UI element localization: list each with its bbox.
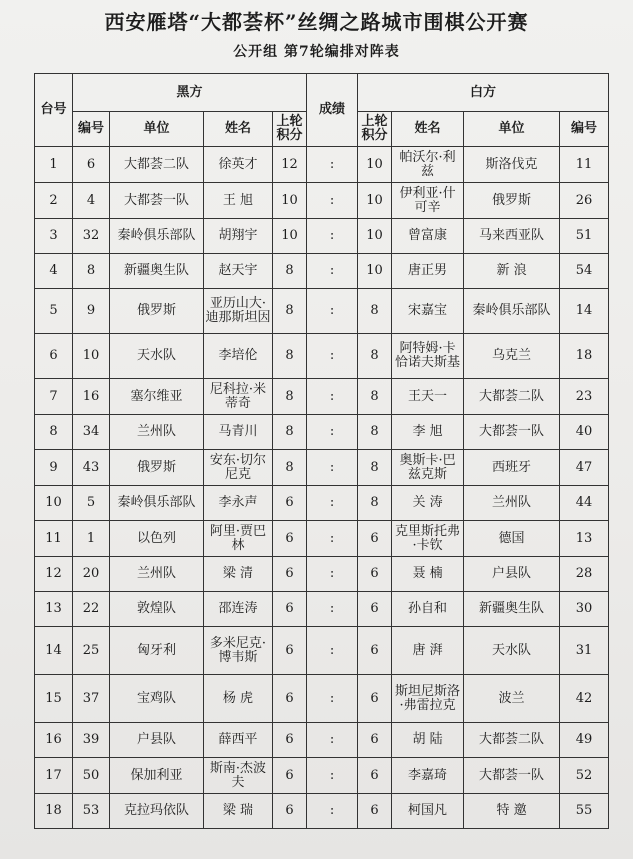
cell-black-score: 8	[273, 254, 307, 289]
cell-white-team: 户县队	[464, 557, 560, 592]
cell-black-name: 尼科拉·米蒂奇	[204, 379, 273, 415]
cell-white-team: 马来西亚队	[464, 219, 560, 254]
cell-black-team: 新疆奥生队	[110, 254, 204, 289]
cell-white-name: 奥斯卡·巴兹克斯	[392, 450, 464, 486]
cell-black-score: 8	[273, 415, 307, 450]
cell-white-number: 23	[560, 379, 609, 415]
table-row	[35, 183, 609, 219]
cell-black-number: 9	[73, 289, 110, 334]
cell-white-score: 10	[358, 183, 392, 219]
cell-white-score: 6	[358, 557, 392, 592]
cell-black-team: 俄罗斯	[110, 289, 204, 334]
cell-table-no: 17	[35, 758, 73, 794]
document-title: 西安雁塔“大都荟杯”丝绸之路城市围棋公开赛	[104, 10, 529, 34]
cell-black-team: 俄罗斯	[110, 450, 204, 486]
cell-white-score: 10	[358, 254, 392, 289]
cell-result: :	[307, 723, 358, 758]
cell-white-team: 波兰	[464, 675, 560, 723]
cell-black-team: 宝鸡队	[110, 675, 204, 723]
document-subtitle: 公开组 第7轮编排对阵表	[233, 44, 400, 60]
cell-black-score: 8	[273, 450, 307, 486]
table-row	[35, 254, 609, 289]
header-result: 成绩	[307, 74, 358, 147]
cell-white-team: 斯洛伐克	[464, 147, 560, 183]
header-black-number: 编号	[73, 112, 110, 147]
cell-black-score: 6	[273, 486, 307, 521]
cell-black-score: 8	[273, 334, 307, 379]
cell-black-number: 10	[73, 334, 110, 379]
cell-white-team: 乌克兰	[464, 334, 560, 379]
header-black-team: 单位	[110, 112, 204, 147]
cell-black-name: 李培伦	[204, 334, 273, 379]
cell-table-no: 10	[35, 486, 73, 521]
cell-white-score: 8	[358, 289, 392, 334]
cell-black-team: 秦岭俱乐部队	[110, 219, 204, 254]
cell-white-number: 55	[560, 794, 609, 829]
cell-result: :	[307, 758, 358, 794]
cell-black-team: 敦煌队	[110, 592, 204, 627]
cell-black-number: 16	[73, 379, 110, 415]
cell-black-name: 赵天宇	[204, 254, 273, 289]
cell-result: :	[307, 557, 358, 592]
pairing-table	[34, 73, 609, 829]
cell-white-team: 大都荟一队	[464, 415, 560, 450]
cell-black-score: 10	[273, 183, 307, 219]
table-row	[35, 794, 609, 829]
cell-white-name: 唐 湃	[392, 627, 464, 675]
cell-table-no: 2	[35, 183, 73, 219]
cell-white-number: 40	[560, 415, 609, 450]
cell-white-score: 8	[358, 334, 392, 379]
cell-white-name: 伊利亚·什可辛	[392, 183, 464, 219]
cell-black-name: 胡翔宇	[204, 219, 273, 254]
cell-result: :	[307, 183, 358, 219]
pairing-rows	[35, 147, 609, 829]
cell-black-score: 6	[273, 521, 307, 557]
cell-black-number: 50	[73, 758, 110, 794]
cell-table-no: 12	[35, 557, 73, 592]
cell-black-score: 6	[273, 592, 307, 627]
cell-white-team: 西班牙	[464, 450, 560, 486]
header-row-top	[35, 74, 609, 112]
cell-result: :	[307, 794, 358, 829]
cell-black-team: 大都荟一队	[110, 183, 204, 219]
header-black-name: 姓名	[204, 112, 273, 147]
table-row	[35, 219, 609, 254]
cell-black-name: 马青川	[204, 415, 273, 450]
cell-table-no: 7	[35, 379, 73, 415]
cell-result: :	[307, 415, 358, 450]
cell-white-name: 柯国凡	[392, 794, 464, 829]
table-row	[35, 723, 609, 758]
cell-result: :	[307, 334, 358, 379]
cell-white-team: 新疆奥生队	[464, 592, 560, 627]
table-row	[35, 557, 609, 592]
cell-white-score: 6	[358, 675, 392, 723]
cell-white-score: 6	[358, 592, 392, 627]
cell-white-score: 10	[358, 219, 392, 254]
cell-black-score: 6	[273, 675, 307, 723]
table-row	[35, 627, 609, 675]
header-table-no: 台号	[35, 74, 73, 147]
cell-black-name: 王 旭	[204, 183, 273, 219]
cell-white-team: 特 邀	[464, 794, 560, 829]
table-row	[35, 758, 609, 794]
cell-black-name: 徐英才	[204, 147, 273, 183]
cell-white-score: 10	[358, 147, 392, 183]
cell-black-number: 43	[73, 450, 110, 486]
cell-black-name: 梁 瑞	[204, 794, 273, 829]
cell-result: :	[307, 379, 358, 415]
cell-white-team: 大都荟一队	[464, 758, 560, 794]
cell-white-name: 孙自和	[392, 592, 464, 627]
cell-white-name: 阿特姆·卡恰诺夫斯基	[392, 334, 464, 379]
cell-table-no: 15	[35, 675, 73, 723]
cell-white-number: 14	[560, 289, 609, 334]
cell-white-number: 18	[560, 334, 609, 379]
cell-table-no: 14	[35, 627, 73, 675]
cell-white-name: 李 旭	[392, 415, 464, 450]
cell-black-number: 25	[73, 627, 110, 675]
cell-white-team: 秦岭俱乐部队	[464, 289, 560, 334]
table-row	[35, 486, 609, 521]
cell-table-no: 16	[35, 723, 73, 758]
cell-black-name: 李永声	[204, 486, 273, 521]
cell-black-number: 53	[73, 794, 110, 829]
table-row	[35, 289, 609, 334]
cell-white-score: 6	[358, 758, 392, 794]
table-row	[35, 334, 609, 379]
cell-black-name: 斯南·杰波夫	[204, 758, 273, 794]
cell-table-no: 5	[35, 289, 73, 334]
cell-white-name: 聂 楠	[392, 557, 464, 592]
cell-white-name: 克里斯托弗·卡钦	[392, 521, 464, 557]
cell-white-team: 大都荟二队	[464, 379, 560, 415]
cell-black-number: 8	[73, 254, 110, 289]
cell-white-score: 6	[358, 521, 392, 557]
cell-white-name: 宋嘉宝	[392, 289, 464, 334]
cell-black-team: 天水队	[110, 334, 204, 379]
cell-white-score: 8	[358, 486, 392, 521]
cell-white-score: 8	[358, 415, 392, 450]
cell-black-number: 20	[73, 557, 110, 592]
cell-black-name: 邵连涛	[204, 592, 273, 627]
cell-black-score: 10	[273, 219, 307, 254]
cell-white-name: 关 涛	[392, 486, 464, 521]
cell-white-team: 新 浪	[464, 254, 560, 289]
table-row	[35, 415, 609, 450]
cell-white-team: 兰州队	[464, 486, 560, 521]
cell-white-team: 德国	[464, 521, 560, 557]
cell-black-number: 1	[73, 521, 110, 557]
header-black-score: 上轮积分	[273, 112, 307, 147]
cell-black-number: 37	[73, 675, 110, 723]
cell-black-name: 杨 虎	[204, 675, 273, 723]
cell-white-team: 俄罗斯	[464, 183, 560, 219]
cell-result: :	[307, 627, 358, 675]
table-row	[35, 592, 609, 627]
cell-black-score: 6	[273, 794, 307, 829]
cell-black-name: 安东·切尔尼克	[204, 450, 273, 486]
cell-white-number: 30	[560, 592, 609, 627]
cell-result: :	[307, 675, 358, 723]
table-row	[35, 521, 609, 557]
cell-black-team: 秦岭俱乐部队	[110, 486, 204, 521]
cell-white-number: 44	[560, 486, 609, 521]
header-white-name: 姓名	[392, 112, 464, 147]
cell-white-name: 王天一	[392, 379, 464, 415]
cell-result: :	[307, 450, 358, 486]
cell-table-no: 3	[35, 219, 73, 254]
cell-black-team: 塞尔维亚	[110, 379, 204, 415]
header-black: 黑方	[73, 74, 307, 112]
cell-table-no: 9	[35, 450, 73, 486]
cell-table-no: 11	[35, 521, 73, 557]
cell-black-name: 阿里·贾巴林	[204, 521, 273, 557]
cell-white-team: 天水队	[464, 627, 560, 675]
cell-white-number: 42	[560, 675, 609, 723]
cell-black-number: 39	[73, 723, 110, 758]
cell-white-number: 52	[560, 758, 609, 794]
cell-black-score: 6	[273, 758, 307, 794]
cell-white-name: 李嘉琦	[392, 758, 464, 794]
cell-white-name: 唐正男	[392, 254, 464, 289]
cell-black-number: 22	[73, 592, 110, 627]
cell-white-team: 大都荟二队	[464, 723, 560, 758]
cell-black-score: 6	[273, 723, 307, 758]
header-white-number: 编号	[560, 112, 609, 147]
cell-white-score: 8	[358, 379, 392, 415]
table-row	[35, 450, 609, 486]
cell-table-no: 18	[35, 794, 73, 829]
cell-black-team: 兰州队	[110, 415, 204, 450]
cell-white-number: 11	[560, 147, 609, 183]
cell-black-team: 兰州队	[110, 557, 204, 592]
header-white-score: 上轮积分	[358, 112, 392, 147]
cell-white-number: 49	[560, 723, 609, 758]
cell-black-number: 6	[73, 147, 110, 183]
cell-white-score: 6	[358, 627, 392, 675]
cell-black-team: 以色列	[110, 521, 204, 557]
cell-black-name: 梁 清	[204, 557, 273, 592]
cell-result: :	[307, 254, 358, 289]
cell-black-team: 大都荟二队	[110, 147, 204, 183]
cell-white-number: 51	[560, 219, 609, 254]
cell-result: :	[307, 592, 358, 627]
cell-white-number: 47	[560, 450, 609, 486]
cell-black-team: 克拉玛依队	[110, 794, 204, 829]
cell-result: :	[307, 219, 358, 254]
cell-white-score: 8	[358, 450, 392, 486]
cell-black-team: 保加利亚	[110, 758, 204, 794]
cell-white-number: 28	[560, 557, 609, 592]
cell-black-score: 12	[273, 147, 307, 183]
cell-white-score: 6	[358, 794, 392, 829]
cell-black-number: 4	[73, 183, 110, 219]
cell-black-name: 亚历山大·迪那斯坦因	[204, 289, 273, 334]
table-row	[35, 147, 609, 183]
cell-white-number: 26	[560, 183, 609, 219]
cell-black-name: 薛西平	[204, 723, 273, 758]
cell-white-number: 54	[560, 254, 609, 289]
cell-white-number: 31	[560, 627, 609, 675]
cell-black-number: 32	[73, 219, 110, 254]
cell-result: :	[307, 486, 358, 521]
header-white: 白方	[358, 74, 609, 112]
cell-white-score: 6	[358, 723, 392, 758]
cell-white-name: 斯坦尼斯洛·弗雷拉克	[392, 675, 464, 723]
table-row	[35, 379, 609, 415]
cell-black-score: 6	[273, 557, 307, 592]
cell-white-name: 胡 陆	[392, 723, 464, 758]
cell-table-no: 8	[35, 415, 73, 450]
cell-black-team: 匈牙利	[110, 627, 204, 675]
table-row	[35, 675, 609, 723]
cell-result: :	[307, 147, 358, 183]
cell-black-team: 户县队	[110, 723, 204, 758]
cell-white-number: 13	[560, 521, 609, 557]
cell-result: :	[307, 521, 358, 557]
cell-black-name: 多米尼克·博韦斯	[204, 627, 273, 675]
cell-black-number: 5	[73, 486, 110, 521]
cell-black-score: 8	[273, 379, 307, 415]
cell-black-number: 34	[73, 415, 110, 450]
cell-black-score: 6	[273, 627, 307, 675]
cell-white-name: 帕沃尔·利兹	[392, 147, 464, 183]
cell-table-no: 4	[35, 254, 73, 289]
cell-table-no: 6	[35, 334, 73, 379]
cell-result: :	[307, 289, 358, 334]
header-white-team: 单位	[464, 112, 560, 147]
cell-table-no: 13	[35, 592, 73, 627]
cell-white-name: 曾富康	[392, 219, 464, 254]
cell-black-score: 8	[273, 289, 307, 334]
cell-table-no: 1	[35, 147, 73, 183]
